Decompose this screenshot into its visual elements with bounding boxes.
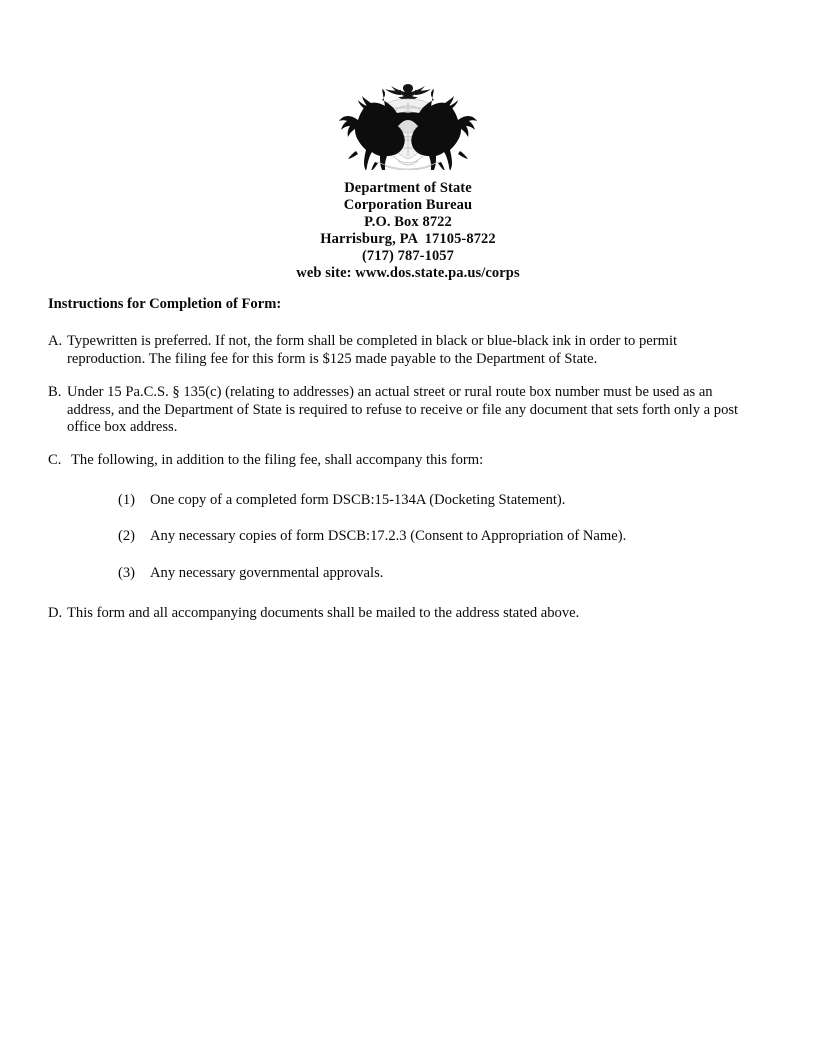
instruction-text-a: Typewritten is preferred. If not, the form shall be completed in black or blue-black ink in order to permit reproduction. The filing fee for this form is $125 made payable to the Department of State. [67,333,678,367]
header-phone: (717) 787-1057 [361,247,454,264]
header-website: web site: www.dos.state.pa.us/corps [296,264,520,281]
header-po-box: P.O. Box 8722 [364,213,452,230]
accompanying-text-3: Any necessary governmental approvals. [150,564,384,581]
instructions-section [48,296,744,638]
instruction-item-a [48,333,744,368]
instruction-marker-b: B. [48,384,62,401]
instruction-text-d: This form and all accompanying documents shall be mailed to the address stated above. [67,605,580,622]
instruction-item-c [48,452,744,469]
instruction-marker-a: A. [48,333,63,350]
accompanying-text-2: Any necessary copies of form DSCB:17.2.3 (Consent to Appropriation of Name). [150,528,627,545]
accompanying-document-2 [118,528,744,545]
accompanying-document-3 [118,565,744,582]
header-city-state-zip: Harrisburg, PA 17105-8722 [320,230,496,247]
accompanying-document-1 [118,492,744,509]
header-department: Department of State [344,180,472,196]
instruction-text-c: The following, in addition to the filing fee, shall accompany this form: [71,452,484,469]
accompanying-marker-3: (3) [118,564,136,581]
accompanying-marker-1: (1) [118,491,136,508]
instruction-item-b [48,384,744,436]
instruction-text-b: Under 15 Pa.C.S. § 135(c) (relating to addresses) an actual street or rural route box number must be used as an address, and the Department of State is required to refuse to receive or file any document that sets forth only a post office box address. [67,384,739,436]
coat-of-arms-container [0,78,816,170]
agency-address-header [0,180,816,281]
header-bureau: Corporation Bureau [343,196,473,213]
instruction-item-d [48,605,744,622]
pennsylvania-coat-of-arms-icon [323,78,493,170]
accompanying-documents-list [48,492,744,582]
accompanying-text-1: One copy of a completed form DSCB:15-134A (Docketing Statement). [150,491,566,508]
instruction-marker-c: C. [48,452,62,469]
accompanying-marker-2: (2) [118,528,136,545]
instructions-title: Instructions for Completion of Form: [48,296,282,312]
instruction-marker-d: D. [48,605,63,622]
